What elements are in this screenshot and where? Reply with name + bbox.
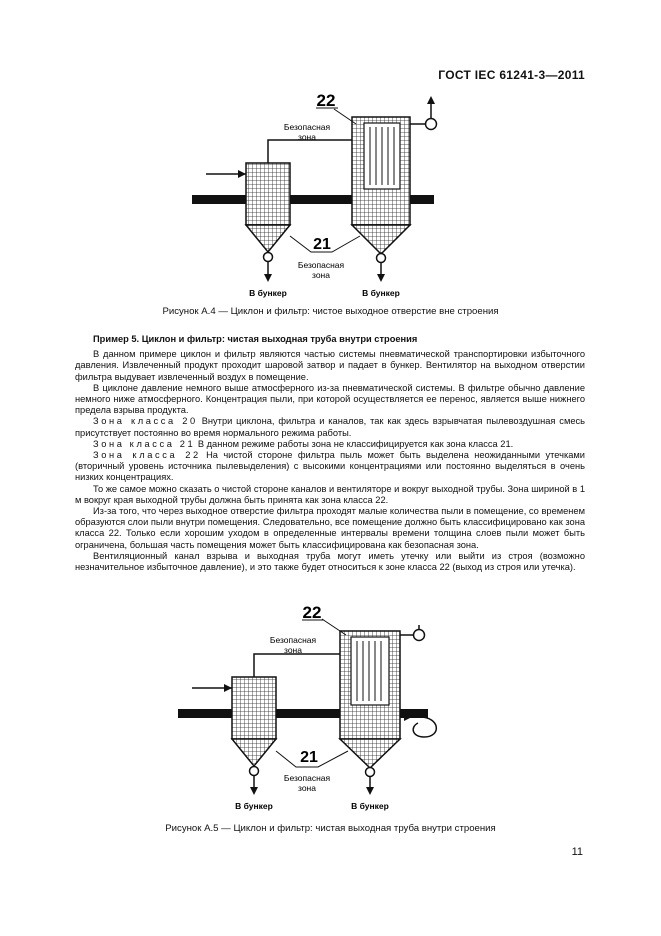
hopper-label: В бункер xyxy=(362,288,400,298)
figure-a5-diagram xyxy=(0,595,661,835)
paragraph: Зона класса 21 В данном режиме работы зона не классифицируется как зона класса 21. xyxy=(93,438,514,449)
safe-zone-label: зона xyxy=(298,132,316,142)
section-text xyxy=(75,334,585,573)
hopper-label: В бункер xyxy=(249,288,287,298)
safe-zone-label: Безопасная xyxy=(297,260,345,270)
paragraph: Вентиляционный канал взрыва и выходная труба могут иметь утечку или выйти из строя (возможно незначительное избыточное давление), и это также будет относиться к зоне класса 22 (выход из строя или утечка). xyxy=(75,550,585,573)
rotary-valve-left xyxy=(250,767,259,776)
figure-a5-caption: Рисунок А.5 — Циклон и фильтр: чистая выходная труба внутри строения xyxy=(165,823,496,834)
paragraph: Из-за того, что через выходное отверстие фильтра проходят малые количества пыли в помещение, со временем образуются слои пыли внутри помещения. Следовательно, все помещение должно быть классифицировано как зона класса 22. Только если хорошим уходом в определенные интервалы времени толщина слоев пыли может быть ограничена, большая часть помещения может быть классифицирована как безопасная зона. xyxy=(75,506,585,550)
cyclone xyxy=(206,163,290,282)
rotary-valve-right xyxy=(377,254,386,263)
safe-zone-label: Безопасная xyxy=(283,773,331,783)
paragraph: В циклоне давление немного выше атмосферного из-за пневматической системы. В фильтре обычно давление немного ниже атмосферного. Концентрация пыли, при которой осуществляется ее перенос, является выше нижнего предела взрыва продукта. xyxy=(75,382,585,416)
filter xyxy=(352,96,437,282)
paragraph: В данном примере циклон и фильтр являются частью системы пневматической транспортировки избыточного давления. Извлеченный продукт проходит шаровой затвор и падает в бункер. Вентилятор на выходном отверстии фильтра выдувает извлеченный воздух в помещение. xyxy=(75,349,585,382)
safe-zone-label: Безопасная xyxy=(283,122,331,132)
zone-22-label: 22 xyxy=(316,91,336,110)
rotary-valve-left xyxy=(264,253,273,262)
zone-21-label: 21 xyxy=(313,236,331,253)
cyclone xyxy=(192,677,276,795)
safe-zone-label: зона xyxy=(284,645,302,655)
figure-a4-diagram xyxy=(0,0,661,305)
safe-zone-label: Безопасная xyxy=(269,635,317,645)
safe-zone-label: зона xyxy=(312,270,330,280)
hopper-label: В бункер xyxy=(351,801,389,811)
fan-icon xyxy=(414,630,425,641)
paragraph: То же самое можно сказать о чистой стороне каналов и вентиляторе и вокруг выходной трубы. Зона шириной в 1 м вокруг края выходной трубы должна быть принята как зона класса 22. xyxy=(75,483,585,505)
hopper-label: В бункер xyxy=(235,801,273,811)
document-header: ГОСТ IEC 61241-3—2011 xyxy=(438,68,585,82)
paragraph: Зона класса 20 Внутри циклона, фильтра и каналов, так как здесь взрывчатая пылевоздушная смесь присутствует постоянно во время нормального режима работы. xyxy=(75,416,585,438)
zone-class-label: Зона класса 21 xyxy=(93,438,196,449)
paragraph: Зона класса 22 На чистой стороне фильтра пыль может быть выделена неожиданными утечками (вторичный уровень источника пылевыделения) с высокими концентрациями или постоянно выделяться в очень низких концентрациях. xyxy=(75,450,585,483)
zone-21-label: 21 xyxy=(300,749,318,766)
rotary-valve-right xyxy=(366,768,375,777)
zone-22-label: 22 xyxy=(302,603,322,622)
section-heading: Пример 5. Циклон и фильтр: чистая выходная труба внутри строения xyxy=(93,334,418,344)
figure-a4-caption: Рисунок А.4 — Циклон и фильтр: чистое выходное отверстие вне строения xyxy=(162,306,499,317)
fan-icon xyxy=(426,119,437,130)
safe-zone-label: зона xyxy=(298,783,316,793)
zone-class-label: Зона класса 22 xyxy=(93,450,201,461)
page-number: 11 xyxy=(571,846,583,858)
zone-class-label: Зона класса 20 xyxy=(93,416,198,427)
